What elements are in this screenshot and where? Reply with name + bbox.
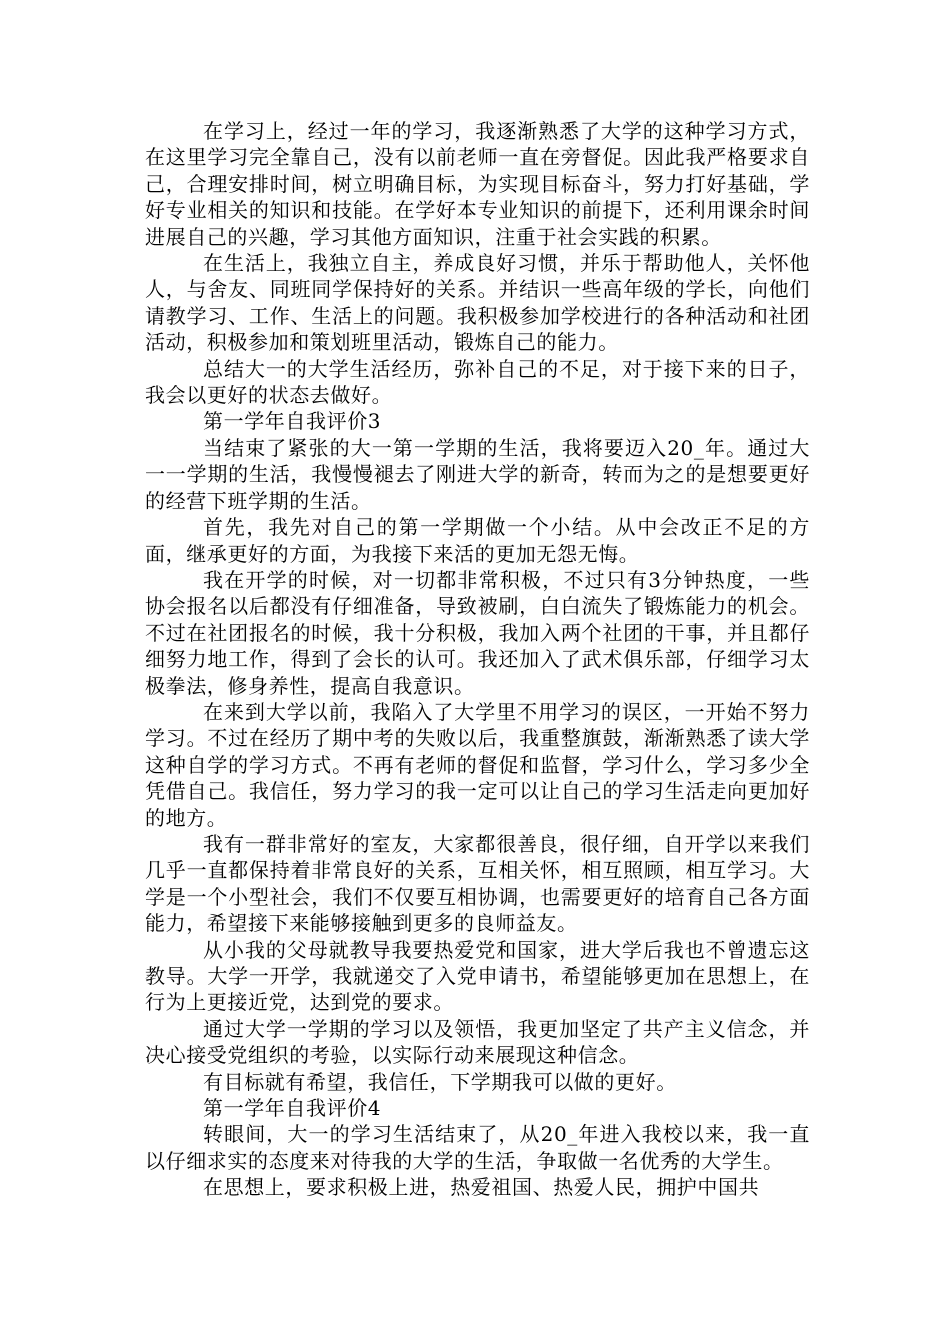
paragraph-clubs: 我在开学的时候，对一切都非常积极，不过只有3分钟热度，一些协会报名以后都没有仔细准备，导致被刷，白白流失了锻炼能力的机会。不过在社团报名的时候，我十分积极，我加入两个社团的干事，并且都仔细努力地工作，得到了会长的认可。我还加入了武术俱乐部，仔细学习太极拳法，修身养性，提高自我意识。 (145, 567, 810, 698)
section-heading-evaluation-3: 第一学年自我评价3 (203, 409, 382, 434)
paragraph-first-summary: 首先，我先对自己的第一学期做一个小结。从中会改正不足的方面，继承更好的方面，为我接下来活的更加无怨无悔。 (145, 515, 810, 566)
paragraph-life: 在生活上，我独立自主，养成良好习惯，并乐于帮助他人，关怀他人，与舍友、同班同学保持好的关系。并结识一些高年级的学长，向他们请教学习、工作、生活上的问题。我积极参加学校进行的各种活动和社团活动，积极参加和策划班里活动，锻炼自己的能力。 (145, 251, 810, 355)
paragraph-summary: 总结大一的大学生活经历，弥补自己的不足，对于接下来的日子，我会以更好的状态去做好。 (145, 356, 810, 408)
paragraph-goal: 有目标就有希望，我信任，下学期我可以做的更好。 (203, 1069, 677, 1094)
paragraph-semester-intro: 当结束了紧张的大一第一学期的生活，我将要迈入20_年。通过大一一学期的生活，我慢慢褪去了刚进大学的新奇，转而为之的是想要更好的经营下班学期的生活。 (145, 435, 810, 513)
paragraph-year-end: 转眼间，大一的学习生活结束了，从20_年进入我校以来，我一直以仔细求实的态度来对待我的大学的生活，争取做一名优秀的大学生。 (145, 1122, 810, 1173)
section-heading-evaluation-4: 第一学年自我评价4 (203, 1096, 382, 1121)
document-body (145, 118, 810, 1201)
paragraph-study: 在学习上，经过一年的学习，我逐渐熟悉了大学的这种学习方式，在这里学习完全靠自己，没有以前老师一直在旁督促。因此我严格要求自己，合理安排时间，树立明确目标，为实现目标奋斗，努力打好基础，学好专业相关的知识和技能。在学好本专业知识的前提下，还利用课余时间进展自己的兴趣，学习其他方面知识，注重于社会实践的积累。 (145, 119, 810, 249)
paragraph-roommates: 我有一群非常好的室友，大家都很善良，很仔细，自开学以来我们几乎一直都保持着非常良好的关系，互相关怀，相互照顾，相互学习。大学是一个小型社会，我们不仅要互相协调，也需要更好的培育自己各方面能力，希望接下来能够接触到更多的良师益友。 (145, 831, 810, 936)
paragraph-learning: 在来到大学以前，我陷入了大学里不用学习的误区，一开始不努力学习。不过在经历了期中考的失败以后，我重整旗鼓，渐渐熟悉了读大学这种自学的学习方式。不再有老师的督促和监督，学习什么，学习多少全凭借自己。我信任，努力学习的我一定可以让自己的学习生活走向更加好的地方。 (145, 699, 810, 830)
paragraph-ideology: 在思想上，要求积极上进，热爱祖国、热爱人民，拥护中国共 (203, 1175, 760, 1200)
paragraph-party: 从小我的父母就教导我要热爱党和国家，进大学后我也不曾遗忘这教导。大学一开学，我就递交了入党申请书，希望能够更加在思想上，在行为上更接近党，达到党的要求。 (145, 937, 810, 1015)
paragraph-belief: 通过大学一学期的学习以及领悟，我更加坚定了共产主义信念，并决心接受党组织的考验，以实际行动来展现这种信念。 (145, 1016, 810, 1068)
